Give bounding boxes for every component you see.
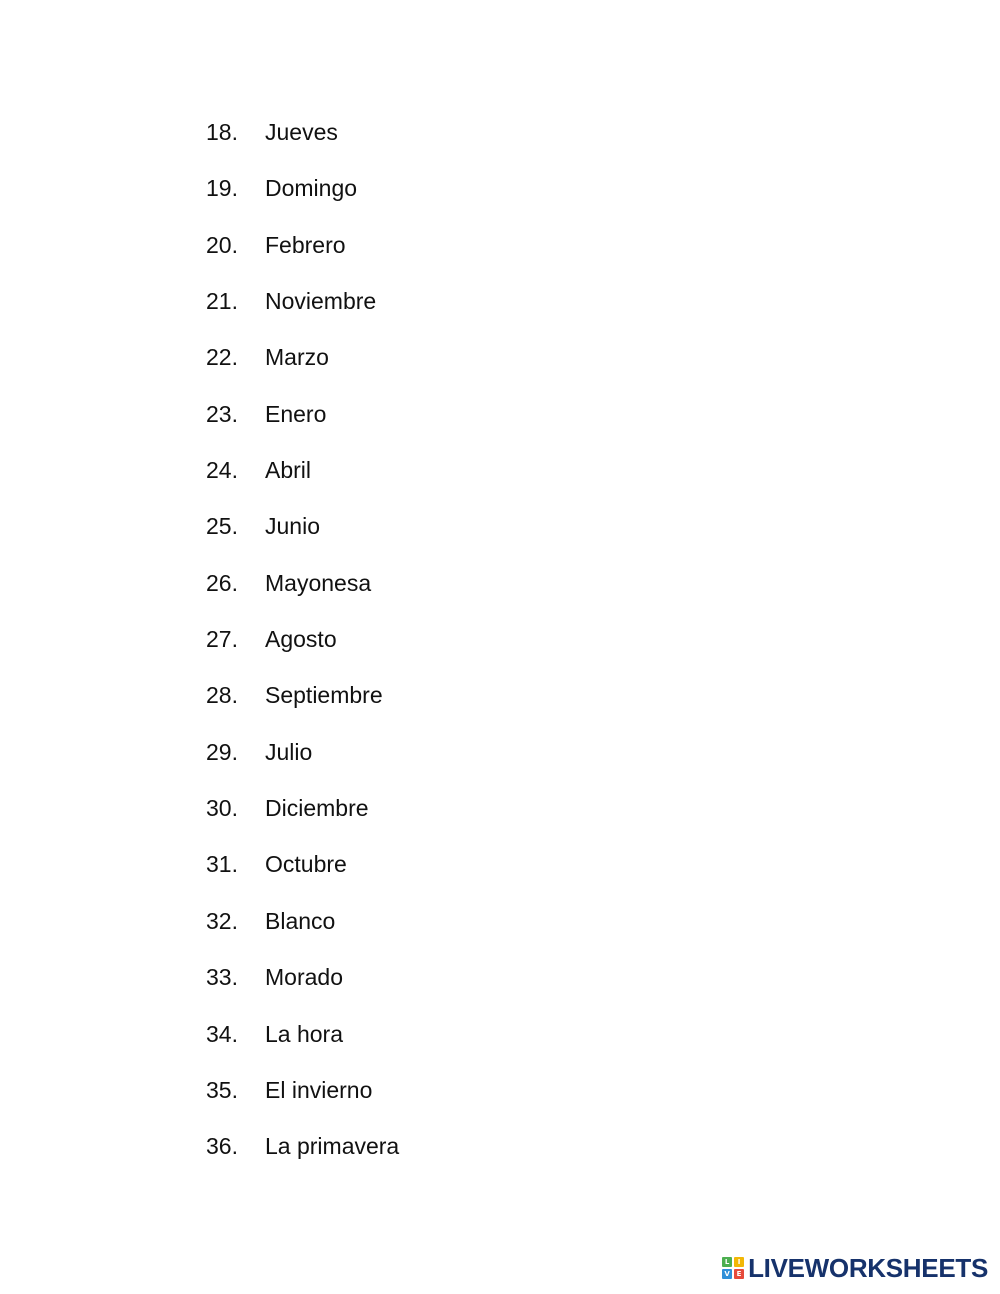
item-number: 30. [206, 795, 238, 822]
item-word: Junio [265, 513, 320, 540]
list-item [206, 621, 399, 677]
list-item [206, 396, 399, 452]
list-item [206, 790, 399, 846]
item-word: Noviembre [265, 288, 377, 315]
item-number: 27. [206, 626, 238, 653]
item-number: 24. [206, 457, 238, 484]
item-word: Diciembre [265, 795, 369, 822]
item-word: El invierno [265, 1076, 373, 1103]
item-word: Morado [265, 964, 343, 991]
item-word: Enero [265, 400, 327, 427]
item-number: 34. [206, 1020, 238, 1047]
item-word: Agosto [265, 626, 337, 653]
item-word: Marzo [265, 344, 329, 371]
list-item [206, 227, 399, 283]
list-item [206, 734, 399, 790]
list-item [206, 170, 399, 226]
item-word: Julio [265, 738, 313, 765]
list-item [206, 452, 399, 508]
item-word: Octubre [265, 851, 347, 878]
item-word: Mayonesa [265, 569, 372, 596]
list-item [206, 283, 399, 339]
item-number: 25. [206, 513, 238, 540]
item-word: Blanco [265, 907, 336, 934]
item-number: 32. [206, 907, 238, 934]
logo-square-i: I [734, 1257, 744, 1267]
list-item [206, 1128, 399, 1184]
list-item [206, 1072, 399, 1128]
list-item [206, 1016, 399, 1072]
list-item [206, 339, 399, 395]
list-item [206, 903, 399, 959]
vocabulary-list [206, 114, 399, 1185]
logo-mark-icon [722, 1257, 744, 1279]
item-word: La primavera [265, 1133, 400, 1160]
logo-square-l: L [722, 1257, 732, 1267]
item-number: 26. [206, 569, 238, 596]
list-item [206, 959, 399, 1015]
item-number: 19. [206, 175, 238, 202]
item-number: 23. [206, 400, 238, 427]
item-number: 20. [206, 231, 238, 258]
list-item [206, 846, 399, 902]
item-word: Febrero [265, 231, 346, 258]
list-item [206, 565, 399, 621]
item-number: 33. [206, 964, 238, 991]
item-word: Jueves [265, 119, 338, 145]
item-word: Domingo [265, 175, 358, 202]
logo-text: LIVEWORKSHEETS [748, 1253, 988, 1283]
item-number: 31. [206, 851, 238, 878]
item-word: La hora [265, 1020, 344, 1047]
item-number: 18. [206, 119, 238, 145]
item-word: Abril [265, 457, 312, 484]
item-number: 28. [206, 682, 238, 709]
logo-square-v: V [722, 1269, 732, 1279]
item-number: 35. [206, 1076, 238, 1103]
liveworksheets-logo [722, 1254, 988, 1282]
item-number: 29. [206, 738, 238, 765]
item-word: Septiembre [265, 682, 383, 709]
logo-square-e: E [734, 1269, 744, 1279]
item-number: 21. [206, 288, 238, 315]
item-number: 22. [206, 344, 238, 371]
list-item [206, 114, 399, 170]
item-number: 36. [206, 1133, 238, 1160]
list-item [206, 508, 399, 564]
list-item [206, 677, 399, 733]
